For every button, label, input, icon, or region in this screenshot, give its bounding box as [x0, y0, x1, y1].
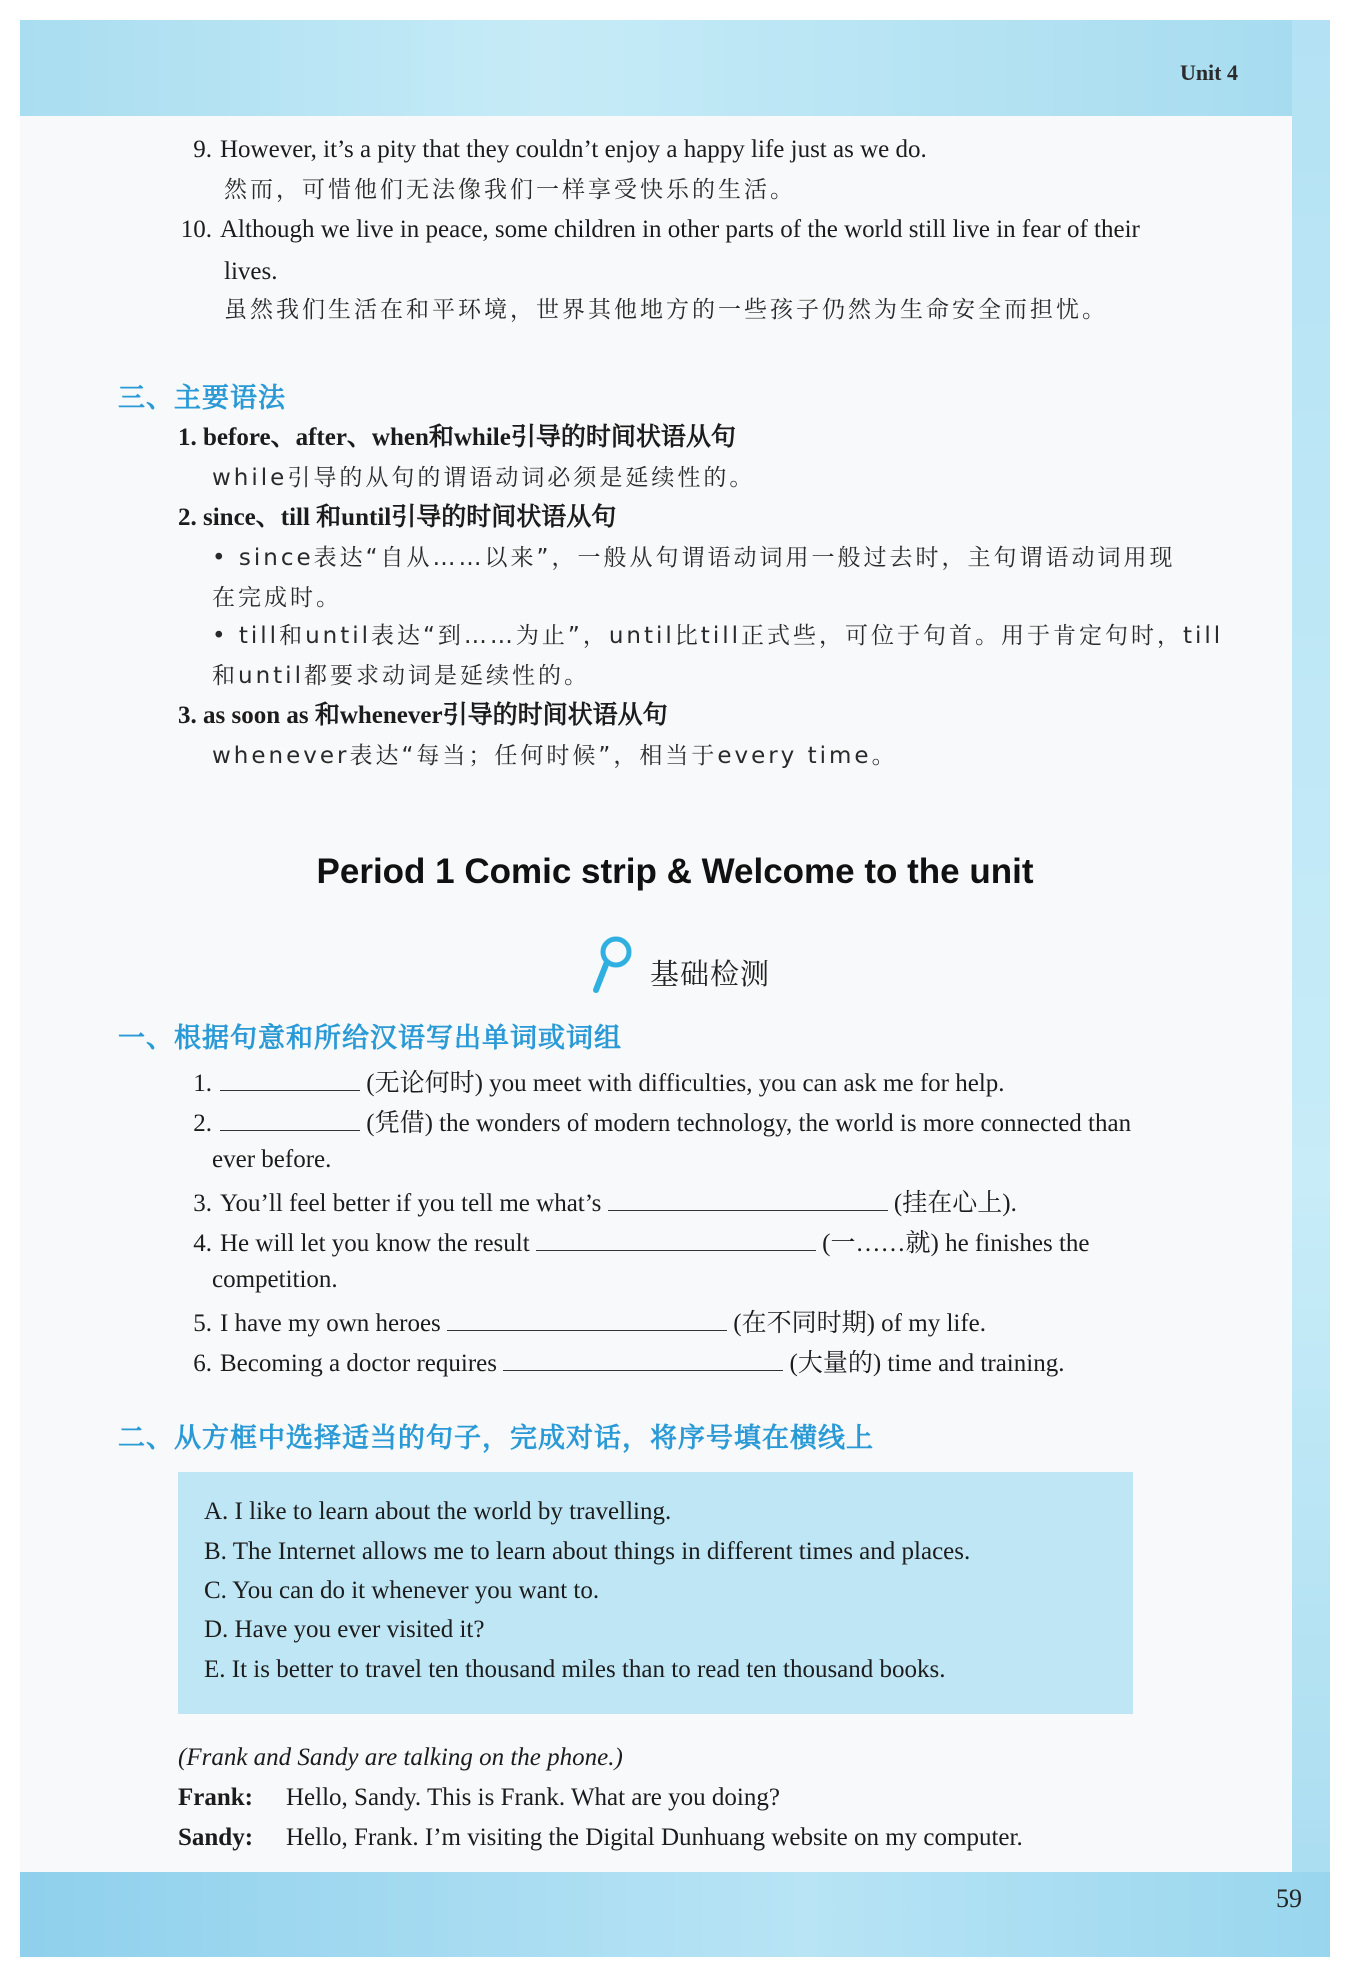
option-b: B. The Internet allows me to learn about things in different times and places.	[204, 1538, 971, 1565]
chinese-hint: (一……就)	[822, 1230, 939, 1257]
item-text: He will let you know the result	[220, 1230, 536, 1257]
option-a: A. I like to learn about the world by travelling.	[204, 1498, 672, 1525]
sentence-10	[172, 214, 1140, 246]
basic-check-header	[592, 934, 771, 994]
exercise-1-item-4-cont: competition.	[212, 1266, 338, 1293]
grammar-point-3-text: whenever表达“每当；任何时候”，相当于every time。	[212, 743, 898, 769]
right-margin-band	[1292, 20, 1330, 1957]
grammar-section-title: 三、主要语法	[118, 383, 286, 414]
exercise-1-item-4	[178, 1224, 1090, 1260]
exercise-2-title: 二、从方框中选择适当的句子，完成对话，将序号填在横线上	[118, 1423, 874, 1454]
item-number: 6.	[193, 1350, 212, 1377]
sentence-number: 10.	[180, 216, 212, 243]
dialogue-text: Hello, Sandy. This is Frank. What are you doing?	[286, 1784, 780, 1811]
sentence-text: However, it’s a pity that they couldn’t enjoy a happy life just as we do.	[220, 136, 927, 163]
option-d: D. Have you ever visited it?	[204, 1616, 485, 1643]
unit-label: Unit 4	[1179, 60, 1238, 85]
sentence-number: 9.	[193, 136, 212, 163]
option-e: E. It is better to travel ten thousand miles than to read ten thousand books.	[204, 1656, 946, 1683]
item-text: Becoming a doctor requires	[220, 1350, 504, 1377]
item-text: the wonders of modern technology, the world is more connected than	[432, 1110, 1132, 1137]
sentence-10-translation: 虽然我们生活在和平环境，世界其他地方的一些孩子仍然为生命安全而担忧。	[224, 297, 1108, 323]
answer-blank[interactable]	[608, 1184, 888, 1211]
grammar-point-2-bullet-2-cont: 和until都要求动词是延续性的。	[212, 663, 590, 689]
exercise-1-item-2	[178, 1104, 1131, 1140]
option-c: C. You can do it whenever you want to.	[204, 1577, 600, 1604]
exercise-1-item-6	[178, 1344, 1064, 1380]
item-number: 3.	[193, 1190, 212, 1217]
grammar-point-1-heading: 1. before、after、when和while引导的时间状语从句	[178, 424, 736, 451]
grammar-point-3-heading: 3. as soon as 和whenever引导的时间状语从句	[178, 702, 668, 729]
speaker-name: Frank:	[178, 1784, 253, 1811]
chinese-hint: (大量的)	[789, 1350, 882, 1377]
item-text-end: time and training.	[881, 1350, 1065, 1377]
answer-blank[interactable]	[536, 1224, 816, 1251]
speaker-name: Sandy:	[178, 1824, 254, 1851]
item-text-end: he finishes the	[938, 1230, 1090, 1257]
bottom-banner	[20, 1872, 1330, 1957]
answer-blank[interactable]	[220, 1104, 360, 1131]
chinese-hint: (无论何时)	[366, 1070, 483, 1097]
item-text: I have my own heroes	[220, 1310, 448, 1337]
item-text-end: .	[1010, 1190, 1017, 1217]
item-text-end: of my life.	[874, 1310, 987, 1337]
exercise-1-item-3	[178, 1184, 1017, 1220]
item-number: 5.	[193, 1310, 212, 1337]
chinese-hint: (凭借)	[366, 1110, 433, 1137]
chinese-hint: (挂在心上)	[893, 1190, 1011, 1217]
item-text: You’ll feel better if you tell me what’s	[220, 1190, 608, 1217]
exercise-1-title: 一、根据句意和所给汉语写出单词或词组	[118, 1023, 622, 1054]
period-title: Period 1 Comic strip & Welcome to the unit	[316, 852, 1034, 891]
grammar-point-2-bullet-1-cont: 在完成时。	[212, 585, 342, 611]
grammar-point-2-bullet-2: • till和until表达“到……为止”，until比till正式些，可位于句首。用于肯定句时，till	[212, 623, 1224, 649]
sentence-9-translation: 然而，可惜他们无法像我们一样享受快乐的生活。	[224, 177, 796, 203]
item-text: you meet with difficulties, you can ask me for help.	[482, 1070, 1005, 1097]
exercise-1-item-1	[178, 1064, 1005, 1100]
dialogue-line-2	[178, 1822, 1023, 1854]
answer-blank[interactable]	[220, 1064, 360, 1091]
basic-check-label: 基础检测	[650, 957, 771, 991]
dialogue-context: (Frank and Sandy are talking on the phone.)	[178, 1744, 623, 1771]
sentence-10-cont: lives.	[224, 258, 278, 285]
exercise-1-item-2-cont: ever before.	[212, 1146, 332, 1173]
top-banner	[20, 20, 1330, 116]
grammar-point-2-bullet-1: • since表达“自从……以来”，一般从句谓语动词用一般过去时，主句谓语动词用现	[212, 545, 1176, 571]
answer-blank[interactable]	[447, 1304, 727, 1331]
sentence-text: Although we live in peace, some children in other parts of the world still live in fear of their	[220, 216, 1140, 243]
answer-blank[interactable]	[503, 1344, 783, 1371]
item-number: 4.	[193, 1230, 212, 1257]
dialogue-line-1	[178, 1782, 780, 1814]
grammar-point-1-text: while引导的从句的谓语动词必须是延续性的。	[212, 465, 756, 491]
dialogue-text: Hello, Frank. I’m visiting the Digital Dunhuang website on my computer.	[286, 1824, 1023, 1851]
page-number: 59	[1276, 1884, 1302, 1913]
sentence-9	[178, 134, 927, 166]
exercise-1-item-5	[178, 1304, 986, 1340]
magnifier-icon	[592, 934, 636, 994]
item-number: 1.	[193, 1070, 212, 1097]
grammar-point-2-heading: 2. since、till 和until引导的时间状语从句	[178, 504, 617, 531]
item-number: 2.	[193, 1110, 212, 1137]
chinese-hint: (在不同时期)	[733, 1310, 875, 1337]
